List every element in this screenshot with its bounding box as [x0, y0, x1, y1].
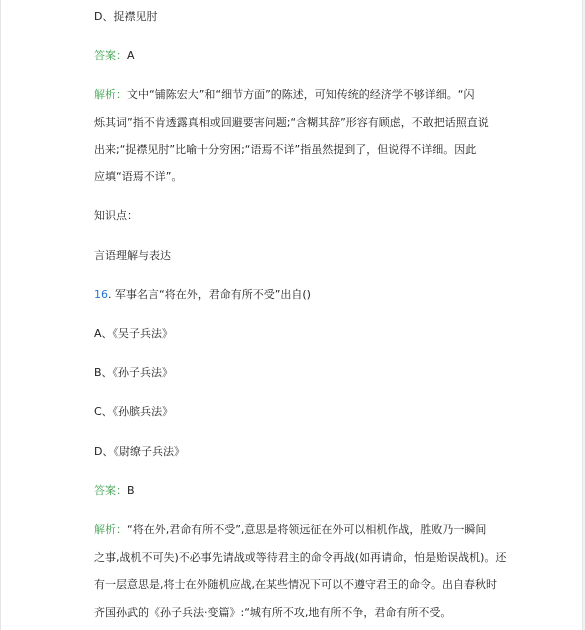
answer-label: 答案: [94, 484, 116, 497]
q16-option-b: B、《孙子兵法》: [94, 366, 174, 379]
q16-answer: [94, 484, 494, 498]
q15-analysis-line: 应填“语焉不详”。: [94, 170, 183, 183]
q16-analysis-line: 齐国孙武的《孙子兵法·变篇》:“城有所不攻,地有所不争，君命有所不受。: [94, 606, 452, 619]
q16-analysis-line: [94, 523, 494, 537]
analysis-separator: ：: [116, 523, 127, 536]
q15-knowledge-value: 言语理解与表达: [94, 249, 171, 262]
q16-analysis-line: 之事,战机不可失)不必事先请战或等待君主的命令再战(如再请命，怕是贻误战机)。还: [94, 551, 507, 564]
answer-value: B: [127, 484, 135, 497]
q16-option-c: C、《孙膑兵法》: [94, 405, 174, 418]
analysis-label: 解析: [94, 523, 116, 536]
q15-knowledge-label: 知识点：: [94, 209, 138, 222]
q15-analysis-line: [94, 88, 494, 102]
q15-analysis-line: 烁其词”指不肯透露真相或回避要害问题;“含糊其辞”形容有顾虑，不敢把话照直说: [94, 116, 489, 129]
q15-analysis-line: 出来;“捉襟见肘”比喻十分穷困;“语焉不详”指虽然提到了，但说得不详细。因此: [94, 143, 477, 156]
q15-answer: [94, 49, 494, 63]
q16-option-a: A、《吴子兵法》: [94, 327, 174, 340]
q16-analysis-line: 有一层意思是,将士在外随机应战,在某些情况下可以不遵守君王的命令。出自春秋时: [94, 578, 497, 591]
answer-label: 答案: [94, 49, 116, 62]
q16-stem: [94, 288, 494, 302]
q15-option-d: D、捉襟见肘: [94, 10, 158, 23]
question-number: 16: [94, 288, 108, 301]
analysis-text: 文中“铺陈宏大”和“细节方面”的陈述，可知传统的经济学不够详细。“闪: [127, 88, 475, 101]
analysis-separator: ：: [116, 88, 127, 101]
answer-separator: ：: [116, 484, 127, 497]
analysis-text: “将在外,君命有所不受”,意思是将领远征在外可以相机作战，胜败乃一瞬间: [127, 523, 487, 536]
q16-option-d: D、《尉缭子兵法》: [94, 445, 185, 458]
question-text: . 军事名言“将在外，君命有所不受”出自(): [108, 288, 311, 301]
answer-value: A: [127, 49, 135, 62]
analysis-label: 解析: [94, 88, 116, 101]
answer-separator: ：: [116, 49, 127, 62]
